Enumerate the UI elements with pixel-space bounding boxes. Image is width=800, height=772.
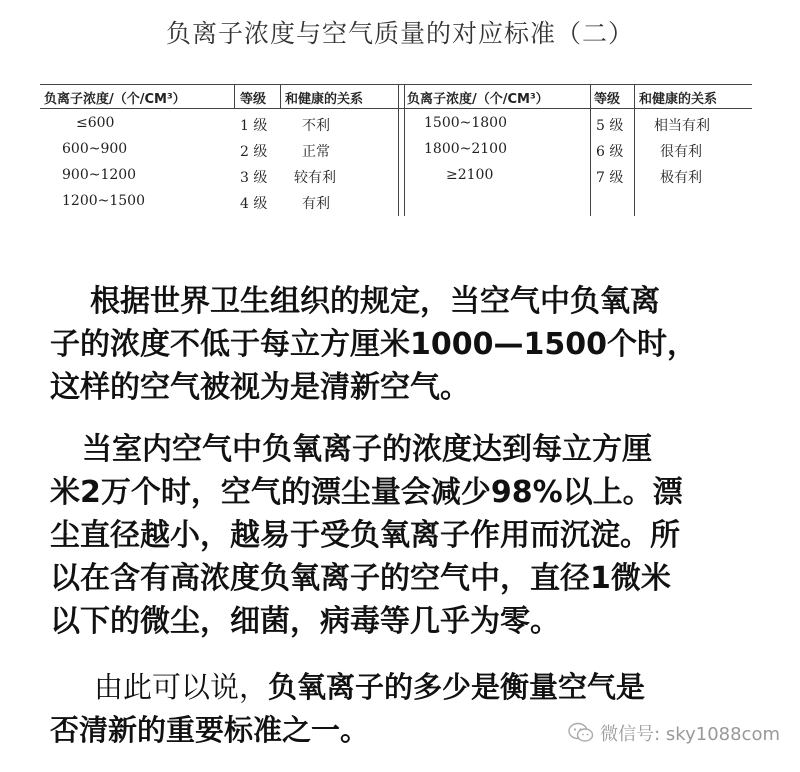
table-cell-concentration: ≥2100: [446, 167, 494, 183]
table-cell-relation: 相当有利: [654, 118, 710, 134]
paragraph-3-prefix: 由此可以说，: [94, 670, 269, 704]
table-cell-relation: 不利: [302, 118, 330, 134]
table-cell-concentration: 1800~2100: [424, 141, 507, 157]
paragraph-2-line: 当室内空气中负氧离子的浓度达到每立方厘: [82, 432, 652, 467]
header-relation: 和健康的关系: [285, 92, 364, 107]
paragraph-2-line: 以下的微尘，细菌，病毒等几乎为零。: [50, 604, 560, 639]
center-divider: [398, 84, 399, 216]
paragraph-1-line: 根据世界卫生组织的规定，当空气中负氧离: [90, 284, 660, 319]
table-cell-concentration: 900~1200: [62, 167, 137, 183]
paragraph-1-line: 子的浓度不低于每立方厘米1000—1500个时，: [50, 327, 697, 362]
table-cell-level: 6 级: [596, 144, 624, 160]
paragraph-1-line: 这样的空气被视为是清新空气。: [50, 370, 470, 405]
paragraph-3-line: 否清新的重要标准之一。: [50, 713, 370, 747]
table-cell-concentration: 600~900: [62, 141, 128, 157]
table-cell-level: 2 级: [240, 144, 268, 160]
wechat-icon: [568, 722, 594, 744]
table-cell-relation: 正常: [302, 144, 330, 160]
table-cell-level: 7 级: [596, 170, 624, 186]
table-cell-level: 3 级: [240, 170, 268, 186]
table-cell-level: 5 级: [596, 118, 624, 134]
table-cell-level: 4 级: [240, 196, 268, 212]
header-level: 等级: [240, 92, 267, 107]
table-cell-relation: 极有利: [660, 170, 702, 186]
table-cell-level: 1 级: [240, 118, 268, 134]
table-header-divider: [40, 108, 752, 109]
watermark: [568, 720, 780, 746]
col-divider: [590, 84, 591, 216]
center-divider: [404, 84, 405, 216]
paragraph-2-line: 以在含有高浓度负氧离子的空气中，直径1微米: [50, 561, 671, 596]
header-level: 等级: [594, 92, 621, 107]
page-title: 负离子浓度与空气质量的对应标准（二）: [165, 19, 634, 48]
col-divider: [234, 84, 235, 108]
table-top-border: [40, 84, 752, 85]
col-divider: [280, 84, 281, 108]
table-cell-relation: 很有利: [660, 144, 702, 160]
table-cell-concentration: 1200~1500: [62, 193, 145, 209]
table-cell-relation: 较有利: [294, 170, 336, 186]
paragraph-2-line: 米2万个时，空气的漂尘量会减少98%以上。漂: [50, 475, 683, 510]
table-cell-concentration: 1500~1800: [424, 115, 507, 131]
table-cell-relation: 有利: [302, 196, 330, 212]
paragraph-2-line: 尘直径越小，越易于受负氧离子作用而沉淀。所: [50, 518, 680, 553]
header-relation: 和健康的关系: [639, 92, 718, 107]
paragraph-3-line: [94, 666, 645, 708]
col-divider: [634, 84, 635, 216]
watermark-text: 微信号: sky1088com: [600, 724, 780, 745]
header-concentration: 负离子浓度/（个/CM³）: [407, 92, 549, 107]
paragraph-3-emphasis: 负氧离子的多少是衡量空气是: [268, 670, 646, 704]
standard-table: [40, 84, 752, 216]
header-concentration: 负离子浓度/（个/CM³）: [44, 92, 186, 107]
table-cell-concentration: ≤600: [76, 115, 115, 131]
